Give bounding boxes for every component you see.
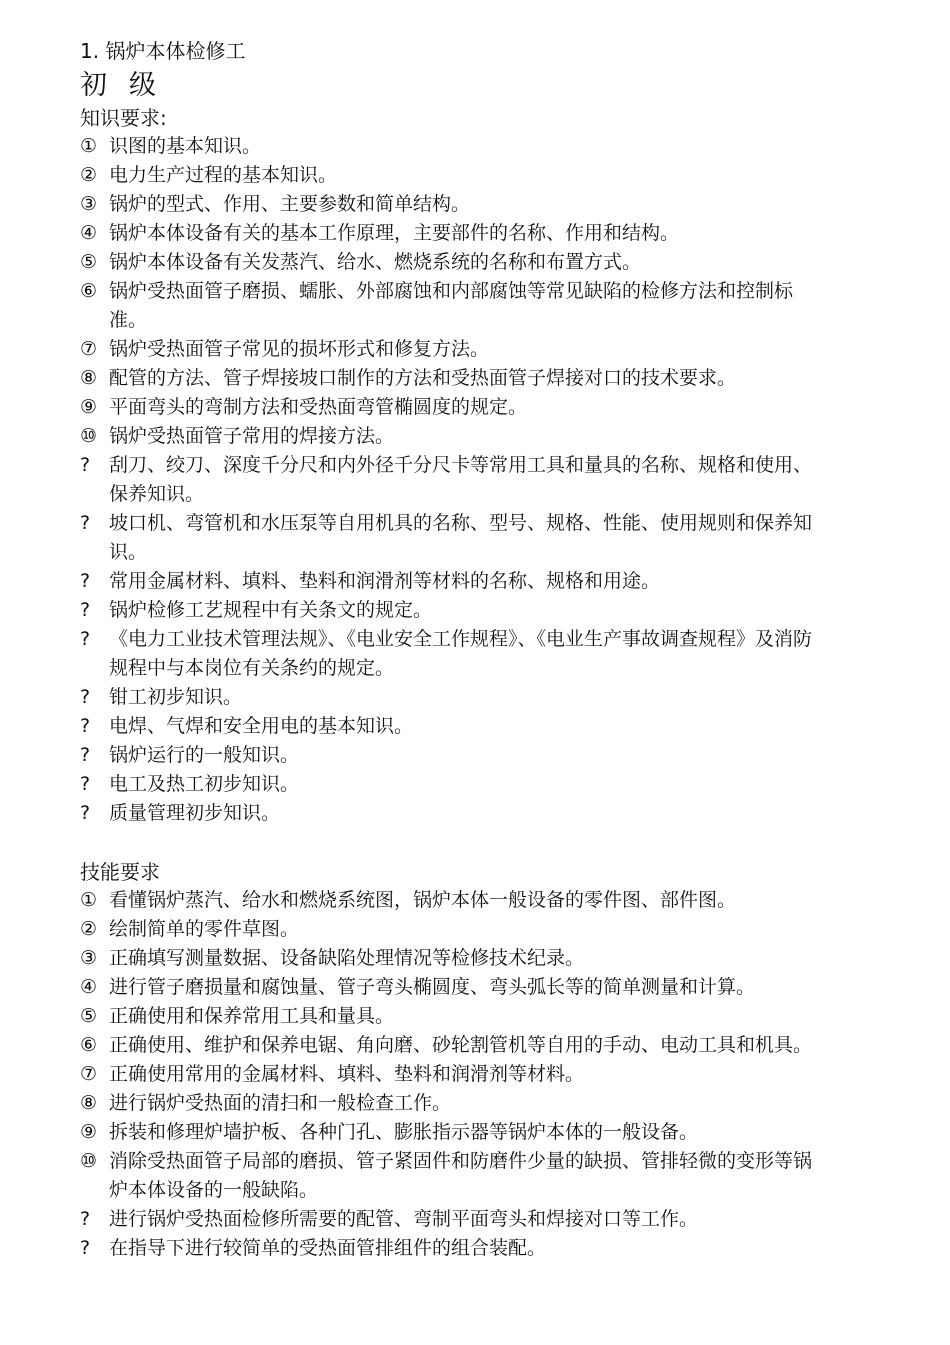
list-item-text: 正确使用常用的金属材料、填料、垫料和润滑剂等材料。 — [109, 1063, 585, 1085]
list-item-text: 锅炉的型式、作用、主要参数和简单结构。 — [109, 193, 471, 215]
list-item-marker: ③ — [80, 947, 98, 969]
list-item-marker: ⑦ — [80, 338, 98, 360]
list-item-text: 绘制简单的零件草图。 — [109, 918, 300, 940]
list-item-text: 正确使用、维护和保养电锯、角向磨、砂轮割管机等自用的手动、电动工具和机具。 — [109, 1034, 813, 1056]
list-item-text: 配管的方法、管子焊接坡口制作的方法和受热面管子焊接对口的技术要求。 — [109, 367, 737, 389]
list-item-text: 拆装和修理炉墙护板、各种门孔、膨胀指示器等锅炉本体的一般设备。 — [109, 1121, 699, 1143]
skill-list-item — [80, 1089, 825, 1118]
knowledge-list-item — [80, 248, 825, 277]
list-item-text: 电焊、气焊和安全用电的基本知识。 — [109, 715, 414, 737]
list-item-marker: ? — [80, 570, 91, 592]
list-item-marker: ⑥ — [80, 280, 98, 302]
list-item-marker: ? — [80, 802, 91, 824]
list-item-text: 消除受热面管子局部的磨损、管子紧固件和防磨件少量的缺损、管排轻微的变形等锅炉本体设备的一般缺陷。 — [109, 1150, 813, 1201]
list-item-marker: ⑥ — [80, 1034, 98, 1056]
skill-list-item — [80, 1147, 825, 1205]
knowledge-list-item — [80, 683, 825, 712]
knowledge-list-item — [80, 799, 825, 828]
list-item-text: 正确使用和保养常用工具和量具。 — [109, 1005, 395, 1027]
list-item-marker: ⑩ — [80, 1150, 98, 1172]
list-item-marker: ? — [80, 1208, 91, 1230]
list-item-text: 电工及热工初步知识。 — [109, 773, 300, 795]
list-item-marker: ③ — [80, 193, 98, 215]
list-item-text: 锅炉运行的一般知识。 — [109, 744, 300, 766]
list-item-marker: ② — [80, 918, 98, 940]
list-item-text: 质量管理初步知识。 — [109, 802, 281, 824]
list-item-marker: ④ — [80, 222, 98, 244]
list-item-text: 锅炉受热面管子常见的损坏形式和修复方法。 — [109, 338, 490, 360]
list-item-marker: ⑧ — [80, 367, 98, 389]
list-item-marker: ? — [80, 686, 91, 708]
list-item-text: 锅炉受热面管子磨损、蠕胀、外部腐蚀和内部腐蚀等常见缺陷的检修方法和控制标准。 — [109, 280, 794, 331]
list-item-marker: ① — [80, 135, 98, 157]
list-item-text: 《电力工业技术管理法规》、《电业安全工作规程》、《电业生产事故调查规程》及消防规程中与本岗位有关条约的规定。 — [109, 628, 813, 679]
list-item-marker: ? — [80, 628, 91, 650]
list-item-text: 在指导下进行较简单的受热面管排组件的组合装配。 — [109, 1237, 547, 1259]
skill-list-item — [80, 1002, 825, 1031]
list-item-text: 钳工初步知识。 — [109, 686, 243, 708]
skill-requirements-list — [80, 886, 825, 1263]
list-item-text: 常用金属材料、填料、垫料和润滑剂等材料的名称、规格和用途。 — [109, 570, 661, 592]
list-item-marker: ② — [80, 164, 98, 186]
list-item-marker: ? — [80, 715, 91, 737]
list-item-text: 锅炉受热面管子常用的焊接方法。 — [109, 425, 395, 447]
knowledge-list-item — [80, 132, 825, 161]
list-item-text: 锅炉本体设备有关的基本工作原理，主要部件的名称、作用和结构。 — [109, 222, 680, 244]
document-page — [80, 36, 825, 1263]
skill-list-item — [80, 1234, 825, 1263]
knowledge-list-item — [80, 335, 825, 364]
skill-list-item — [80, 973, 825, 1002]
knowledge-list-item — [80, 364, 825, 393]
skill-list-item — [80, 886, 825, 915]
knowledge-list-item — [80, 451, 825, 509]
list-item-text: 进行锅炉受热面的清扫和一般检查工作。 — [109, 1092, 452, 1114]
list-item-marker: ? — [80, 454, 91, 476]
skill-list-item — [80, 1205, 825, 1234]
knowledge-list-item — [80, 161, 825, 190]
skill-list-item — [80, 1118, 825, 1147]
list-item-marker: ? — [80, 1237, 91, 1259]
list-item-marker: ⑨ — [80, 396, 98, 418]
list-item-text: 刮刀、绞刀、深度千分尺和内外径千分尺卡等常用工具和量具的名称、规格和使用、保养知识。 — [109, 454, 813, 505]
knowledge-list-item — [80, 712, 825, 741]
skill-requirements-title: 技能要求 — [80, 860, 160, 884]
skill-list-item — [80, 944, 825, 973]
knowledge-list-item — [80, 567, 825, 596]
knowledge-list-item — [80, 770, 825, 799]
skill-list-item — [80, 1060, 825, 1089]
list-item-text: 锅炉本体设备有关发蒸汽、给水、燃烧系统的名称和布置方式。 — [109, 251, 642, 273]
knowledge-requirements-title: 知识要求: — [80, 106, 167, 130]
list-item-text: 锅炉检修工艺规程中有关条文的规定。 — [109, 599, 433, 621]
list-item-marker: ⑤ — [80, 251, 98, 273]
list-item-marker: ⑩ — [80, 425, 98, 447]
knowledge-list-item — [80, 509, 825, 567]
knowledge-list-item — [80, 596, 825, 625]
knowledge-list-item — [80, 219, 825, 248]
list-item-text: 正确填写测量数据、设备缺陷处理情况等检修技术纪录。 — [109, 947, 585, 969]
list-item-marker: ⑨ — [80, 1121, 98, 1143]
knowledge-requirements-list — [80, 132, 825, 828]
list-item-text: 进行管子磨损量和腐蚀量、管子弯头椭圆度、弯头弧长等的简单测量和计算。 — [109, 976, 756, 998]
list-item-marker: ⑤ — [80, 1005, 98, 1027]
list-item-marker: ? — [80, 512, 91, 534]
list-item-text: 识图的基本知识。 — [109, 135, 262, 157]
list-item-text: 电力生产过程的基本知识。 — [109, 164, 338, 186]
knowledge-list-item — [80, 393, 825, 422]
list-item-marker: ④ — [80, 976, 98, 998]
list-item-marker: ? — [80, 773, 91, 795]
knowledge-list-item — [80, 422, 825, 451]
knowledge-list-item — [80, 625, 825, 683]
knowledge-list-item — [80, 277, 825, 335]
skill-list-item — [80, 1031, 825, 1060]
list-item-marker: ? — [80, 744, 91, 766]
skill-list-item — [80, 915, 825, 944]
list-item-marker: ⑦ — [80, 1063, 98, 1085]
level-title: 初级 — [80, 70, 178, 101]
document-heading: 1. 锅炉本体检修工 — [80, 39, 246, 63]
knowledge-list-item — [80, 741, 825, 770]
knowledge-list-item — [80, 190, 825, 219]
list-item-marker: ? — [80, 599, 91, 621]
list-item-marker: ① — [80, 889, 98, 911]
list-item-text: 平面弯头的弯制方法和受热面弯管椭圆度的规定。 — [109, 396, 528, 418]
list-item-text: 看懂锅炉蒸汽、给水和燃烧系统图，锅炉本体一般设备的零件图、部件图。 — [109, 889, 737, 911]
list-item-marker: ⑧ — [80, 1092, 98, 1114]
list-item-text: 坡口机、弯管机和水压泵等自用机具的名称、型号、规格、性能、使用规则和保养知识。 — [109, 512, 813, 563]
list-item-text: 进行锅炉受热面检修所需要的配管、弯制平面弯头和焊接对口等工作。 — [109, 1208, 699, 1230]
